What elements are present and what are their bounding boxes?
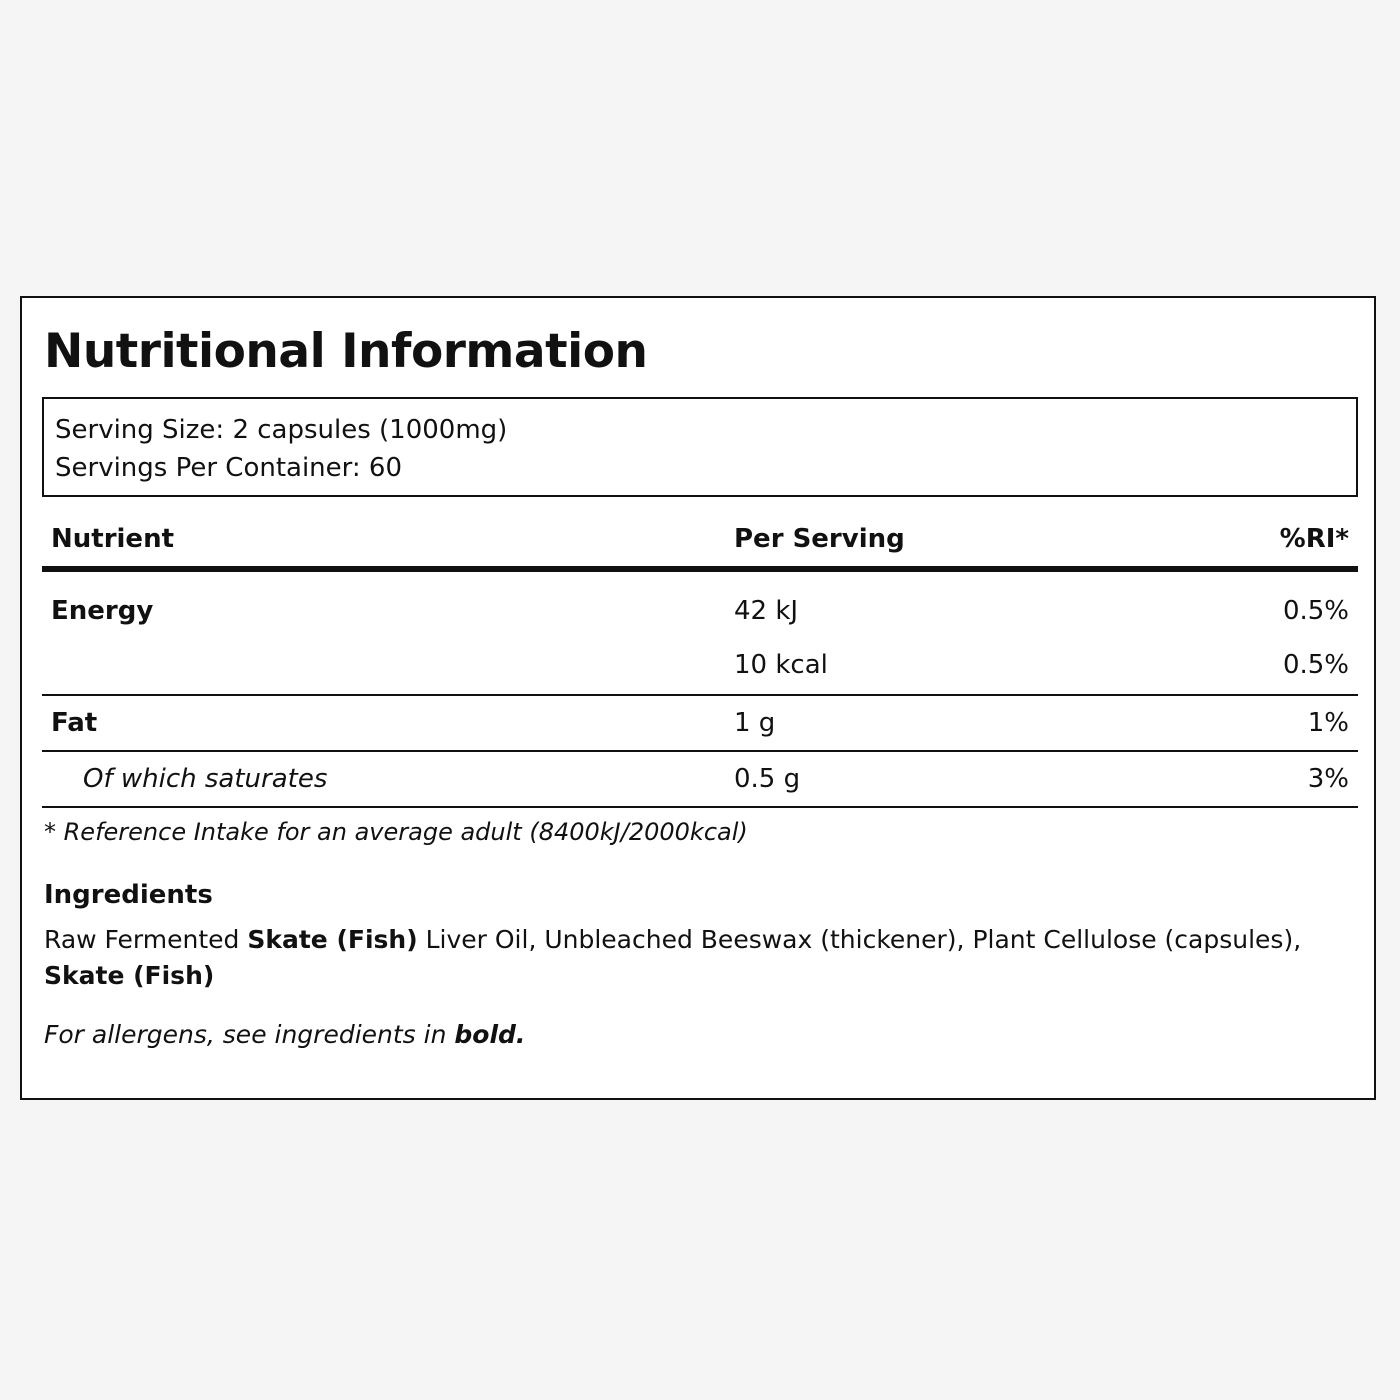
nutrient-name: Fat: [51, 708, 98, 738]
ri-value: 0.5%: [1282, 650, 1349, 680]
ri-value: 0.5%: [1282, 596, 1349, 626]
servings-per-container: Servings Per Container: 60: [55, 453, 403, 483]
ri-value: 1%: [1307, 708, 1349, 738]
ri-value: 3%: [1307, 764, 1349, 794]
column-header-ri: %RI*: [1279, 524, 1349, 554]
allergen-note-bold: bold.: [454, 1020, 526, 1049]
serving-size: Serving Size: 2 capsules (1000mg): [55, 415, 508, 445]
reference-intake-footnote: * Reference Intake for an average adult (8400kJ/2000kcal): [44, 818, 748, 846]
allergen-note: [44, 1020, 525, 1049]
column-header-per-serving: Per Serving: [734, 524, 905, 554]
per-serving-value: 0.5 g: [734, 764, 801, 794]
allergen-ingredient: Skate (Fish): [44, 961, 215, 990]
table-row: [42, 696, 1358, 752]
table-header-row: [42, 520, 1358, 572]
per-serving-value: 1 g: [734, 708, 776, 738]
per-serving-value: 10 kcal: [734, 650, 828, 680]
ingredients-heading: Ingredients: [44, 880, 213, 910]
table-row: [42, 752, 1358, 808]
nutrient-name: Of which saturates: [83, 764, 328, 794]
table-row: [42, 572, 1358, 696]
ingredient-text: Raw Fermented: [44, 925, 248, 954]
ingredients-list: [44, 922, 1344, 994]
nutrition-table: [42, 520, 1358, 808]
ingredient-text: Liver Oil, Unbleached Beeswax (thickener), Plant Cellulose (capsules),: [417, 925, 1302, 954]
nutrient-name: Energy: [51, 596, 154, 626]
allergen-ingredient: Skate (Fish): [247, 925, 418, 954]
column-header-nutrient: Nutrient: [51, 524, 175, 554]
page-title: Nutritional Information: [44, 324, 648, 379]
nutrition-panel: [20, 296, 1376, 1100]
serving-info-box: [42, 397, 1358, 497]
per-serving-value: 42 kJ: [734, 596, 799, 626]
allergen-note-text: For allergens, see ingredients in: [44, 1020, 455, 1049]
